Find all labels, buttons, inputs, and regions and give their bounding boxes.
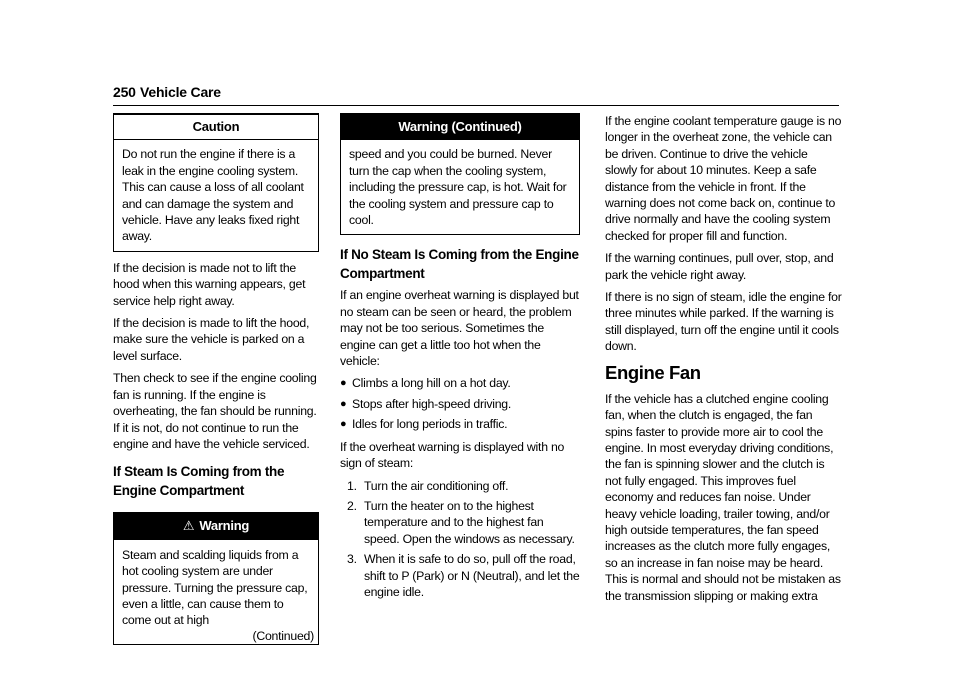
warning-text: Steam and scalding liquids from a hot cooling system are under pressure. Turning the pressure cap, even a little, can cause them to come out at high [122,547,308,628]
continued-label: (Continued) [252,628,314,643]
paragraph: If the warning continues, pull over, stop, and park the vehicle right away. [605,251,834,282]
list-item: 3. When it is safe to do so, pull off the road, shift to P (Park) or N (Neutral), and let the engine idle. [347,552,580,599]
paragraph: If the decision is made to lift the hood, make sure the vehicle is parked on a level surface. [113,316,310,363]
bullet-list [340,375,580,432]
warning-triangle-icon: ⚠ [182,518,195,534]
paragraph: If an engine overheat warning is displayed but no steam can be seen or heard, the problem may not be too serious. Sometimes the engine can get a little too hot when the vehicle: [340,288,579,369]
section-heading: If No Steam Is Coming from the Engine Compartment [340,247,579,282]
column-1 [113,113,319,645]
list-item: ● Idles for long periods in traffic. [340,417,508,432]
numbered-list [340,478,580,601]
paragraph: If the overheat warning is displayed with no sign of steam: [340,439,565,471]
caution-title: Caution [114,115,318,140]
caution-text: Do not run the engine if there is a leak in the engine cooling system. This can cause a loss of all coolant and can damage the system and vehicle. Have any leaks fixed right away. [122,147,304,244]
paragraph: Then check to see if the engine cooling fan is running. If the engine is overheating, the fan should be running. If it is not, do not continue to run the engine and have the vehicle serviced. [113,371,317,451]
warning-continued-title: Warning (Continued) [341,114,579,140]
paragraph: If the vehicle has a clutched engine cooling fan, when the clutch is engaged, the fan spins faster to provide more air to cool the engine. In most everyday driving conditions, the fan is spinning slower and the clutch is not fully engaged. This improves fuel economy and reduces fan noise. Under heavy vehicle loading, trailer towing, and/or high outside temperatures, the fan speed increases as the clutch more fully engages, so an increase in fan noise may be heard. This is normal and should not be mistaken as the transmission slipping or making extra [605,391,841,603]
bullet-icon: ● [340,377,347,390]
warning-title: Warning [199,518,250,534]
list-item: 1. Turn the air conditioning off. [347,478,509,493]
bullet-icon: ● [340,397,347,410]
warning-continued-box [340,113,580,235]
column-2 [340,113,580,606]
warning-continued-text: speed and you could be burned. Never turn the cap when the cooling system, including the pressure cap, is hot. Wait for the cooling system and pressure cap to cool. [349,147,567,228]
bullet-icon: ● [340,418,347,431]
paragraph: If the engine coolant temperature gauge is no longer in the overheat zone, the vehicle can be driven. Continue to drive the vehicle slowly for about 10 minutes. Keep a safe distance from the vehicle in front. If the warning does not come back on, continue to drive normally and have the cooling system checked for proper fill and function. [605,114,842,243]
paragraph: If there is no sign of steam, idle the engine for three minutes while parked. If the warning is still displayed, turn off the engine until it cools down. [605,290,842,354]
column-3 [605,113,842,610]
list-item: ● Stops after high-speed driving. [340,396,512,411]
page-number: 250 [113,84,136,100]
section-title: Vehicle Care [140,84,221,100]
page-header [113,83,839,106]
warning-title-bar [114,513,318,539]
section-heading: If Steam Is Coming from the Engine Compartment [113,464,285,499]
paragraph: If the decision is made not to lift the hood when this warning appears, get service help right away. [113,260,306,308]
list-item: 2. Turn the heater on to the highest temperature and to the highest fan speed. Open the windows as necessary. [347,498,575,546]
list-item: ● Climbs a long hill on a hot day. [340,376,511,391]
section-heading: Engine Fan [605,361,701,383]
warning-box [113,512,319,645]
caution-box [113,113,319,252]
